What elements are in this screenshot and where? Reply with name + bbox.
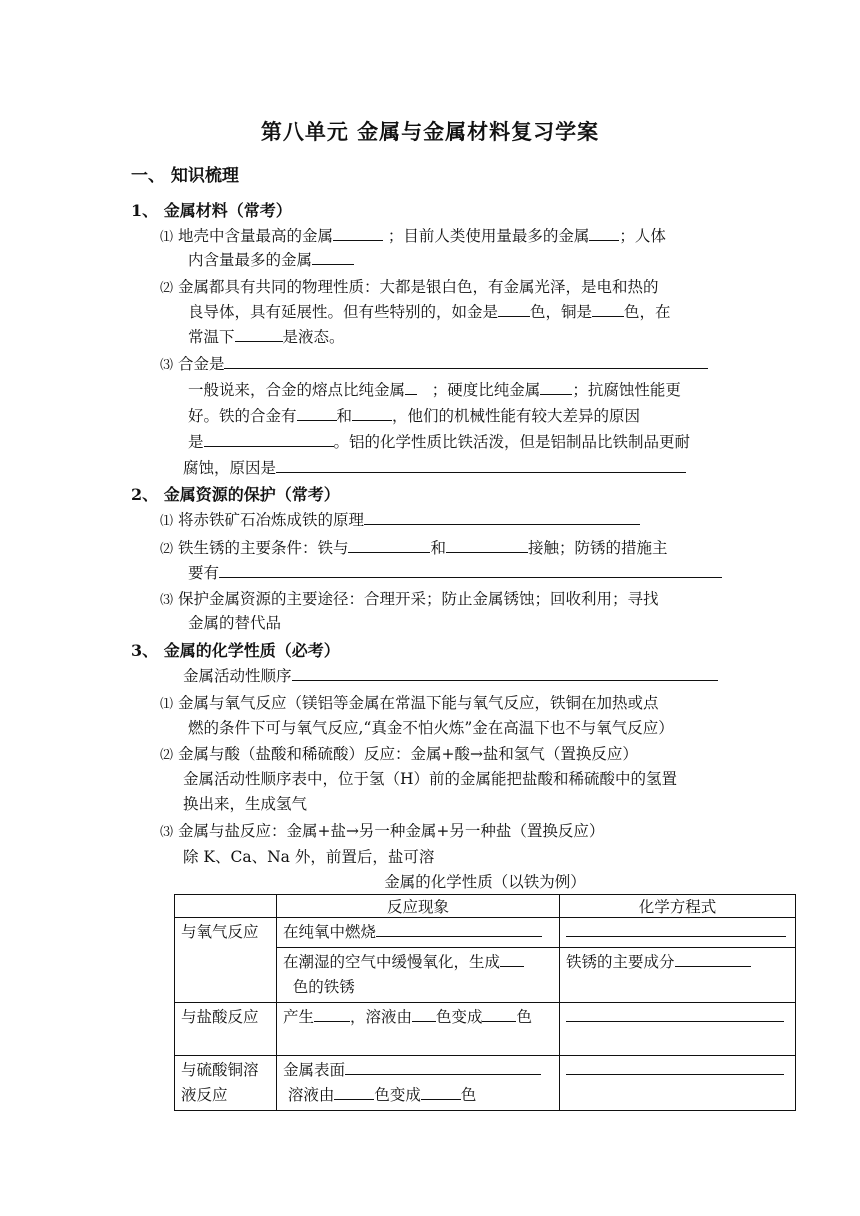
blank-field[interactable] xyxy=(540,379,572,395)
blank-field[interactable] xyxy=(566,921,786,937)
subsection-heading-protection: 2、 金属资源的保护（常考） xyxy=(131,485,340,504)
item-3-1-cont: 燃的条件下可与氧气反应,“真金不怕火炼”金在高温下也不与氧气反应） xyxy=(188,719,674,737)
blank-field[interactable] xyxy=(566,1006,784,1022)
blank-field[interactable] xyxy=(219,562,722,578)
item-2-2: ⑵ 铁生锈的主要条件：铁与 和 接触；防锈的措施主 xyxy=(160,539,668,557)
table-cell xyxy=(560,1056,796,1111)
row-label: 与盐酸反应 xyxy=(175,1003,277,1056)
blank-field[interactable] xyxy=(364,509,640,525)
item-2-3-cont: 金属的替代品 xyxy=(188,614,282,632)
blank-field[interactable] xyxy=(345,1059,541,1075)
item-number: ⑵ xyxy=(160,748,174,763)
table-cell: 在纯氧中燃烧 xyxy=(276,918,559,948)
table-row xyxy=(175,1003,796,1056)
blank-field[interactable] xyxy=(482,1006,516,1022)
table-cell xyxy=(560,1003,796,1056)
item-1-3-cont4: 腐蚀，原因是 xyxy=(183,456,686,478)
item-1-3-cont: 一般说来，合金的熔点比纯金属 ；硬度比纯金属 ；抗腐蚀性能更 xyxy=(188,381,681,399)
blank-field[interactable] xyxy=(235,326,283,342)
chem-properties-table xyxy=(174,894,796,1111)
blank-field[interactable] xyxy=(421,1084,461,1100)
item-number: ⑶ xyxy=(160,358,174,373)
row-label: 与氧气反应 xyxy=(175,918,277,1003)
blank-field[interactable] xyxy=(566,1059,784,1075)
item-3-2-cont2: 换出来，生成氢气 xyxy=(183,795,308,813)
blank-field[interactable] xyxy=(500,951,524,967)
blank-field[interactable] xyxy=(675,951,751,967)
item-number: ⑴ xyxy=(160,697,174,712)
item-2-3: ⑶ 保护金属资源的主要途径：合理开采；防止金属锈蚀；回收利用；寻找 xyxy=(160,590,659,608)
table-cell: 金属表面 溶液由 色变成 色 xyxy=(276,1056,559,1111)
table-header: 反应现象 xyxy=(276,895,559,918)
item-number: ⑵ xyxy=(160,281,174,296)
table-cell: 在潮湿的空气中缓慢氧化，生成 色的铁锈 xyxy=(276,948,559,1003)
item-3-2: ⑵ 金属与酸（盐酸和稀硫酸）反应：金属+酸→盐和氢气（置换反应） xyxy=(160,745,638,763)
blank-field[interactable] xyxy=(589,225,619,241)
item-3-2-cont: 金属活动性顺序表中，位于氢（H）前的金属能把盐酸和稀硫酸中的氢置 xyxy=(183,770,678,788)
row-label: 与硫酸铜溶液反应 xyxy=(175,1056,277,1111)
blank-field[interactable] xyxy=(412,1006,436,1022)
section-heading: 一、 知识梳理 xyxy=(131,166,239,186)
item-1-3-cont3: 是 。铝的化学性质比铁活泼，但是铝制品比铁制品更耐 xyxy=(188,433,691,451)
table-cell: 产生 ，溶液由 色变成 色 xyxy=(276,1003,559,1056)
item-number: ⑴ xyxy=(160,514,174,529)
blank-field[interactable] xyxy=(292,665,718,681)
item-2-1: ⑴ 将赤铁矿石冶炼成铁的原理 xyxy=(160,508,640,530)
item-1-2-cont2: 常温下 是液态。 xyxy=(188,328,345,346)
blank-field[interactable] xyxy=(405,379,417,395)
subsection-heading-materials: 1、 金属材料（常考） xyxy=(131,201,292,220)
table-header-row xyxy=(175,895,796,918)
item-3-3: ⑶ 金属与盐反应：金属+盐→另一种金属+另一种盐（置换反应） xyxy=(160,822,605,840)
page-title: 第八单元 金属与金属材料复习学案 xyxy=(260,119,600,144)
item-1-3: ⑶ 合金是 xyxy=(160,352,708,374)
blank-field[interactable] xyxy=(376,921,542,937)
item-1-2-cont: 良导体，具有延展性。但有些特别的，如金是 色，铜是 色，在 xyxy=(188,303,671,321)
blank-field[interactable] xyxy=(314,1006,350,1022)
blank-field[interactable] xyxy=(498,301,530,317)
blank-field[interactable] xyxy=(276,457,686,473)
item-1-1-cont: 内含量最多的金属 xyxy=(188,248,354,270)
table-cell: 铁锈的主要成分 xyxy=(560,948,796,1003)
item-3-3-cont: 除 K、Ca、Na 外，前置后，盐可溶 xyxy=(183,848,435,866)
blank-field[interactable] xyxy=(592,301,624,317)
item-number: ⑶ xyxy=(160,593,174,608)
table-cell xyxy=(560,918,796,948)
activity-order: 金属活动性顺序 xyxy=(183,664,718,686)
item-1-2: ⑵ 金属都具有共同的物理性质：大都是银白色，有金属光泽，是电和热的 xyxy=(160,278,659,296)
table-row xyxy=(175,918,796,948)
blank-field[interactable] xyxy=(297,405,337,421)
item-number: ⑵ xyxy=(160,542,174,557)
table-header: 化学方程式 xyxy=(560,895,796,918)
item-number: ⑴ xyxy=(160,230,174,245)
blank-field[interactable] xyxy=(312,249,354,265)
blank-field[interactable] xyxy=(352,405,392,421)
blank-field[interactable] xyxy=(348,537,430,553)
item-number: ⑶ xyxy=(160,825,174,840)
blank-field[interactable] xyxy=(333,225,383,241)
table-header xyxy=(175,895,277,918)
blank-field[interactable] xyxy=(224,353,708,369)
blank-field[interactable] xyxy=(446,537,528,553)
blank-field[interactable] xyxy=(204,431,334,447)
table-caption: 金属的化学性质（以铁为例） xyxy=(384,873,586,891)
subsection-heading-chemistry: 3、 金属的化学性质（必考） xyxy=(131,641,340,660)
table-row xyxy=(175,1056,796,1111)
item-3-1: ⑴ 金属与氧气反应（镁铝等金属在常温下能与氧气反应，铁铜在加热或点 xyxy=(160,694,659,712)
blank-field[interactable] xyxy=(334,1084,374,1100)
item-2-2-cont: 要有 xyxy=(188,561,722,583)
item-1-3-cont2: 好。铁的合金有 和 ，他们的机械性能有较大差异的原因 xyxy=(188,407,641,425)
item-1-1: ⑴ 地壳中含量最高的金属 ；目前人类使用量最多的金属 ；人体 xyxy=(160,227,666,245)
